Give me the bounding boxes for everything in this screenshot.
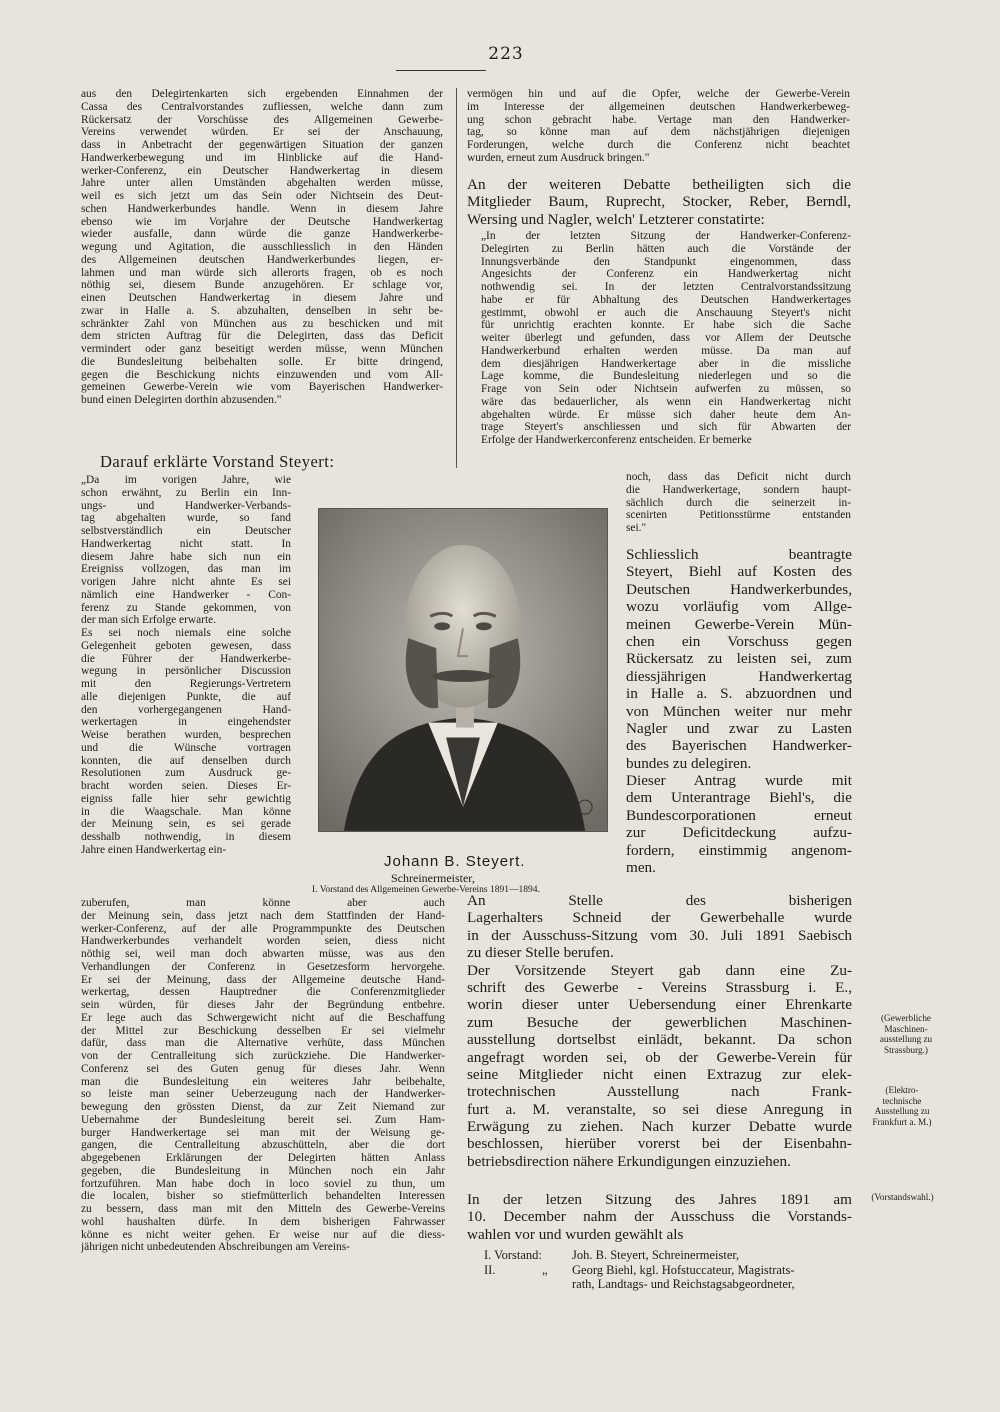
left-column-narrow-text	[81, 474, 291, 857]
text-line: werker-Conferenz, auf der alle Programmpunkte des Deutschen	[81, 922, 445, 935]
text-line: bewegung den grössten Dienst, da zur Zeit Niemand zur	[81, 1101, 445, 1113]
text-line: schen Handwerkerbundes handle. Wenn in diesem Jahre	[81, 202, 443, 215]
text-line: ferenz zu Stande gekommen, von	[81, 601, 291, 614]
vorstand-row1-label: I. Vorstand:	[484, 1248, 542, 1262]
vorstand-list	[484, 1248, 854, 1292]
text-line: wegung und Agitation, die ausschliesslich in den Händen	[81, 241, 443, 253]
right-column-antrag-text	[626, 546, 852, 876]
text-line: tag, so könne man auf dem nächstjährigen diejenigen	[467, 126, 850, 139]
text-line: werkertagen in eingehendster	[81, 716, 291, 729]
text-line: Handwerkerbewegung und im Hinblicke auf die Hand-	[81, 151, 443, 164]
text-line: Dieser Antrag wurde mit	[626, 772, 852, 790]
text-line: betriebsdirection nähere Erkundigungen einzuziehen.	[467, 1152, 791, 1170]
text-line: furt a. M. veranstalte, so sei diese Anregung in	[467, 1100, 852, 1118]
right-column-vorstandswahl-text	[467, 1191, 852, 1243]
text-line: alle diejenigen Punkte, die auf	[81, 690, 291, 703]
text-line: Bundescorporationen erneut	[626, 806, 852, 824]
text-line: Lage komme, die Bundesleitung niederlegen und so die	[481, 370, 851, 383]
text-line: Delegirten zu Berlin hätten auch die Vorstände der	[481, 242, 851, 255]
text-line: Frage von Sein oder Nichtsein aufwerfen zu müssen, so	[481, 383, 851, 395]
text-line: wahlen vor und wurden gewählt als	[467, 1225, 684, 1243]
text-line: so leiste man seiner Ueberzeugung nach der Handwerker-	[81, 1088, 445, 1101]
text-line: von der Centralleitung sich zurückziehe. Die Handwerker-	[81, 1050, 445, 1062]
text-line: schrift des Gewerbe - Vereins Strassburg i. E.,	[467, 978, 852, 996]
text-line: wurden, erneut zum Ausdruck bringen."	[467, 151, 650, 164]
right-column-debate-text	[467, 176, 851, 228]
text-line: Angesichts der Conferenz ein Handwerkertag nicht	[481, 268, 851, 281]
text-line: Deutschen Handwerkerbundes,	[626, 580, 852, 598]
text-line: zu bessern, dass man mit den Mitteln des Gewerbe-Vereins	[81, 1203, 445, 1215]
text-line: scenirten Petitionsstürme entstanden	[626, 509, 851, 522]
text-line: die Bundesleitung beibehalten solle. Er bitte dringend,	[81, 355, 443, 368]
caption-title: I. Vorstand des Allgemeinen Gewerbe-Vereins 1891—1894.	[312, 885, 540, 895]
text-line: desshalb nothwendig, in diesem	[81, 831, 291, 843]
text-line: An der weiteren Debatte betheiligten sich die	[467, 176, 851, 193]
text-line: Steyert, Biehl auf Kosten des	[626, 563, 852, 581]
text-line: nöthig sei, weil man doch abwarten müsse, was aus den	[81, 948, 445, 960]
margin-note-gewerbliche	[862, 1013, 950, 1055]
text-line: Der Vorsitzende Steyert gab dann eine Zu-	[467, 961, 852, 979]
right-column-lagerhalter-text	[467, 892, 852, 1170]
text-line: einen Deutschen Handwerkertag in diesem Jahre und	[81, 292, 443, 304]
text-line: dem diesjährigen Handwerkertage aber in die missliche	[481, 357, 851, 370]
text-line: und die Wünsche vortragen	[81, 741, 291, 754]
text-line: sächlich durch die seinerzeit in-	[626, 496, 851, 509]
text-line: bracht worden seien. Dieses Er-	[81, 780, 291, 792]
text-line: die Führer der Handwerkerbe-	[81, 652, 291, 665]
text-line: weiter überlegt und gefunden, dass vor Allem der Deutsche	[481, 332, 851, 344]
text-line: der man sich Erfolge erwarte.	[81, 614, 217, 627]
text-line: Gelegenheit geboten gewesen, dass	[81, 639, 291, 652]
right-column-nagler-quote-narrow	[626, 471, 851, 535]
text-line: wozu vorläufig vom Allge-	[626, 598, 852, 616]
text-line: dass in Anbetracht der gegenwärtigen Situation der ganzen	[81, 139, 443, 151]
text-line: die localen, bisher so stiefmütterlich behandelten Interessen	[81, 1190, 445, 1203]
text-line: worin dieser unter Uebersendung einer Ehrenkarte	[467, 996, 852, 1014]
text-line: trotechnischen Ausstellung nach Frank-	[467, 1083, 852, 1101]
text-line: seine Mitglieder nicht einen Extrazug zur elek-	[467, 1065, 852, 1083]
text-line: noch, dass das Deficit nicht durch	[626, 471, 851, 483]
text-line: wegung in persönlicher Discussion	[81, 665, 291, 678]
text-line: für unrichtig erachten konnte. Er habe sich die Sache	[481, 319, 851, 332]
text-line: den vorhergegangenen Hand-	[81, 703, 291, 716]
text-line: schon erwähnt, zu Berlin ein Inn-	[81, 486, 291, 499]
text-line: Cassa des Centralvorstandes zufliessen, welche dann zum	[81, 100, 443, 113]
text-line: mit den Regierungs-Vertretern	[81, 678, 291, 690]
text-line: eigniss falle hier sehr gewichtig	[81, 792, 291, 805]
text-line: werkertag, dessen Hauptredner die Conferenzmitglieder	[81, 986, 445, 999]
text-line: gegen die Beschickung nichts einzuwenden und vom All-	[81, 368, 443, 381]
text-line: „In der letzten Sitzung der Handwerker-Conferenz-	[481, 230, 851, 242]
text-line: Erwägung zu ziehen. Nach kurzer Debatte wurde	[467, 1118, 852, 1136]
text-line: man die Bundesleitung ein weiteres Jahr beibehalte,	[81, 1075, 445, 1088]
text-line: bundes zu delegiren.	[626, 754, 752, 772]
text-line: Rückersatz der Vorschüsse des Allgemeinen Gewerbe-	[81, 113, 443, 126]
vorstand-row3-text: rath, Landtags- und Reichstagsabgeordneter,	[572, 1277, 795, 1291]
page-number: 223	[488, 44, 524, 64]
text-line: Verhandlungen der Conferenz in Gesetzesform hervorgehe.	[81, 960, 445, 973]
text-line: im Interesse der allgemeinen deutschen Handwerkerbeweg-	[467, 100, 850, 113]
text-line: angefragt worden sei, ob der Gewerbe-Verein für	[467, 1048, 852, 1066]
left-column-bottom-text	[81, 897, 445, 1254]
text-line: lahmen und man würde sich allerorts fragen, ob es noch	[81, 266, 443, 279]
text-line: jährigen nicht unbedeutenden Abschreibungen am Vereins-	[81, 1241, 350, 1254]
text-line: diessjährigen Handwerkertag	[626, 667, 852, 685]
text-line: Handwerkerbundes verhandelt worden seien, diess nicht	[81, 935, 445, 948]
text-line: Handwerkertag nicht statt. In	[81, 537, 291, 550]
text-line: diesem Jahre habe sich nun ein	[81, 550, 291, 563]
text-line: wäre das bedauerlicher, als wenn ein Handwerkertag nicht	[481, 395, 851, 408]
text-line: nothwendig sei. In der letzten Centralvorstandssitzung	[481, 281, 851, 293]
text-line: weil es sich jetzt um das Sein oder Nichtsein des Deut-	[81, 190, 443, 202]
text-line: Jahre einen Handwerkertag ein-	[81, 843, 227, 856]
text-line: habe er für Abhaltung des Deutschen Handwerkertages	[481, 293, 851, 306]
text-line: Ereigniss vollzogen, das man im	[81, 563, 291, 576]
text-line: selbstverständlich ein Deutscher	[81, 525, 291, 537]
text-line: konnten, die auf denselben durch	[81, 754, 291, 767]
margin-note-vorstandswahl: (Vorstandswahl.)	[871, 1192, 934, 1202]
text-line: Schliesslich beantragte	[626, 546, 852, 563]
right-column-top-text	[467, 88, 850, 165]
text-line: meinen Gewerbe-Verein Mün-	[626, 615, 852, 633]
text-line: dafür, dass man die Alternative verhüte, dass München	[81, 1037, 445, 1050]
margin-note-line: ausstellung zu	[879, 1034, 933, 1044]
text-line: bund einen Delegirten dorthin abzusenden."	[81, 394, 282, 406]
margin-note-line: technische	[882, 1095, 922, 1106]
vorstand-row1-text: Joh. B. Steyert, Schreinermeister,	[572, 1248, 740, 1262]
margin-note-line: Ausstellung zu	[874, 1106, 930, 1116]
margin-note-line: Maschinen-	[884, 1023, 928, 1034]
text-line: sein würden, für dieses Jahr der Begründung entbehre.	[81, 999, 445, 1011]
caption-name: Johann B. Steyert.	[384, 853, 526, 870]
text-line: Mitglieder Baum, Ruprecht, Stocker, Reber, Berndl,	[467, 193, 851, 211]
margin-note-elektro	[858, 1085, 946, 1127]
text-line: in Halle a. S. abzuordnen und	[626, 685, 852, 703]
column-rule	[456, 88, 457, 468]
vorstand-row2-text: Georg Biehl, kgl. Hofstuccateur, Magistrats-	[572, 1262, 795, 1277]
text-line: die Handwerkertage, sondern haupt-	[626, 483, 851, 496]
text-line: trage Steyert's anschliessen und sich für Abwarten der	[481, 421, 851, 434]
text-line: der Mittel zur Beschickung desselben Er sei vielmehr	[81, 1024, 445, 1037]
text-line: werker-Conferenz, ein Deutscher Handwerkertag in diesem	[81, 164, 443, 177]
text-line: Handwerkerbund erhalten werden müsse. Da man auf	[481, 344, 851, 357]
text-line: zum Besuche der gewerblichen Maschinen-	[467, 1013, 852, 1031]
text-line: Innungsverbände den Standpunkt eingenommen, dass	[481, 255, 851, 268]
text-line: ungs- und Handwerker-Verbands-	[81, 499, 291, 512]
vorstand-row2-label: II.	[484, 1262, 496, 1277]
text-line: sei."	[626, 522, 647, 534]
text-line: Forderungen, welche durch die Conferenz nicht beachtet	[467, 139, 850, 151]
margin-note-line: (Gewerbliche	[881, 1013, 931, 1023]
text-line: Er lege auch das Schwergewicht nicht auf die Beschaffung	[81, 1011, 445, 1024]
text-line: Wersing und Nagler, welch' Letzterer constatirte:	[467, 210, 765, 228]
text-line: Nagler und zwar zu Lasten	[626, 719, 852, 737]
text-line: vermindert oder ganz beseitigt werden müsse, wenn München	[81, 343, 443, 355]
text-line: schränkter Zahl von München aus zu beschicken und mit	[81, 317, 443, 330]
text-line: dem stricten Auftrag für die Delegirten, dass das Deficit	[81, 330, 443, 343]
text-line: Conferenz sei des Guten genug für dieses Jahr. Wenn	[81, 1062, 445, 1075]
left-column-top-text	[81, 88, 443, 407]
text-line: zuberufen, man könne aber auch	[81, 897, 445, 909]
text-line: fordern, einstimmig angenom-	[626, 841, 852, 859]
text-line: der Meinung sein, es sei gerade	[81, 818, 291, 831]
heading-steyert: Darauf erklärte Vorstand Steyert:	[100, 452, 335, 471]
text-line: zur Deficitdeckung aufzu-	[626, 824, 852, 842]
text-line: fortzuführen. Man habe doch in loco soviel zu thun, um	[81, 1177, 445, 1190]
text-line: Jahre unter allen Umständen abgehalten werden müsse,	[81, 177, 443, 190]
text-line: zu dieser Stelle berufen.	[467, 944, 614, 962]
text-line: chen ein Vorschuss gegen	[626, 632, 852, 650]
text-line: des Allgemeinen deutschen Handwerkerbundes liegen, er-	[81, 253, 443, 266]
margin-note-line: (Elektro-	[885, 1085, 919, 1095]
text-line: aus den Delegirtenkarten sich ergebenden Einnahmen der	[81, 88, 443, 100]
text-line: tag abgehalten wurde, so fand	[81, 512, 291, 525]
text-line: abgehalten würde. Er müsse sich daher heute dem An-	[481, 408, 851, 421]
text-line: abgegebenen Erklärungen der Delegirten hätten Anlass	[81, 1152, 445, 1164]
text-line: ebenso wie im Vorjahre der Deutsche Handwerkertag	[81, 215, 443, 228]
text-line: Es sei noch niemals eine solche	[81, 627, 291, 639]
text-line: des Bayerischen Handwerker-	[626, 737, 852, 755]
text-line: Rückersatz zu leisten sei, zum	[626, 650, 852, 668]
text-line: könne es nicht weiter gehen. Er weise nur auf die diess-	[81, 1228, 445, 1241]
margin-note-line: Strassburg.)	[884, 1044, 928, 1055]
text-line: ausstellung dortselbst einlädt, bekannt. Da schon	[467, 1031, 852, 1049]
text-line: Uebernahme der Bundesleitung bereit sei. Zum Ham-	[81, 1113, 445, 1126]
text-line: der Meinung sein, dass jetzt nach dem Stattfinden der Hand-	[81, 909, 445, 922]
text-line: 10. December nahm der Ausschuss die Vorstands-	[467, 1208, 852, 1226]
portrait-johann-steyert	[318, 508, 608, 832]
text-line: in die Waagschale. Man könne	[81, 805, 291, 818]
text-line: Lagerhalters Schneid der Gewerbehalle wurde	[467, 909, 852, 927]
text-line: Resolutionen zum Ausdruck ge-	[81, 767, 291, 780]
text-line: Vereins verwendet würden. Er sei der Anschauung,	[81, 126, 443, 139]
text-line: men.	[626, 859, 656, 877]
text-line: vorigen Jahre nicht ahnte Es sei	[81, 576, 291, 588]
text-line: von München weiter nur mehr	[626, 702, 852, 720]
text-line: wohl haushalten dürfe. In dem bisherigen Fahrwasser	[81, 1215, 445, 1228]
text-line: gegeben, die Bundesleitung in München noch ein Jahr	[81, 1164, 445, 1177]
top-rule	[396, 70, 486, 71]
text-line: burger Handwerkertage sei man mit der Weisung ge-	[81, 1126, 445, 1139]
margin-note-line: Frankfurt a. M.)	[872, 1116, 932, 1127]
text-line: Er sei der Meinung, dass der Allgemeine deutsche Hand-	[81, 973, 445, 986]
text-line: gangen, die Centralleitung abzuschütteln, aber die dort	[81, 1139, 445, 1152]
text-line: „Da im vorigen Jahre, wie	[81, 474, 291, 486]
text-line: nämlich eine Handwerker - Con-	[81, 588, 291, 601]
vorstand-row2-ditto: „	[542, 1262, 548, 1277]
text-line: vermögen hin und auf die Opfer, welche der Gewerbe-Verein	[467, 88, 850, 100]
text-line: In der letzen Sitzung des Jahres 1891 am	[467, 1191, 852, 1208]
right-column-nagler-quote	[481, 230, 851, 447]
text-line: zwar in Halle a. S. abzuhalten, denselben in sehr be-	[81, 304, 443, 317]
text-line: nöthig sei, diesem Bunde anzugehören. Er schlage vor,	[81, 279, 443, 292]
text-line: gemeinen Gewerbe-Verein wie vom Bayerischen Handwerker-	[81, 381, 443, 394]
text-line: in der Ausschuss-Sitzung vom 30. Juli 1891 Saebisch	[467, 926, 852, 944]
text-line: Weise berathen wurden, besprechen	[81, 729, 291, 741]
text-line: wieder ausfalle, dann würde die ganze Handwerkerbe-	[81, 228, 443, 241]
text-line: beschlossen, hierüber vorerst bei der Eisenbahn-	[467, 1135, 852, 1153]
text-line: dem Unterantrage Biehl's, die	[626, 789, 852, 807]
text-line: ung schon gebracht habe. Vertage man den Handwerker-	[467, 113, 850, 126]
text-line: gestimmt, obwohl er auch die Anschauung Steyert's nicht	[481, 306, 851, 319]
text-line: Erfolge der Handwerkerconferenz entscheiden. Er bemerke	[481, 434, 752, 446]
caption-role: Schreinermeister,	[391, 871, 475, 885]
text-line: An Stelle des bisherigen	[467, 892, 852, 909]
